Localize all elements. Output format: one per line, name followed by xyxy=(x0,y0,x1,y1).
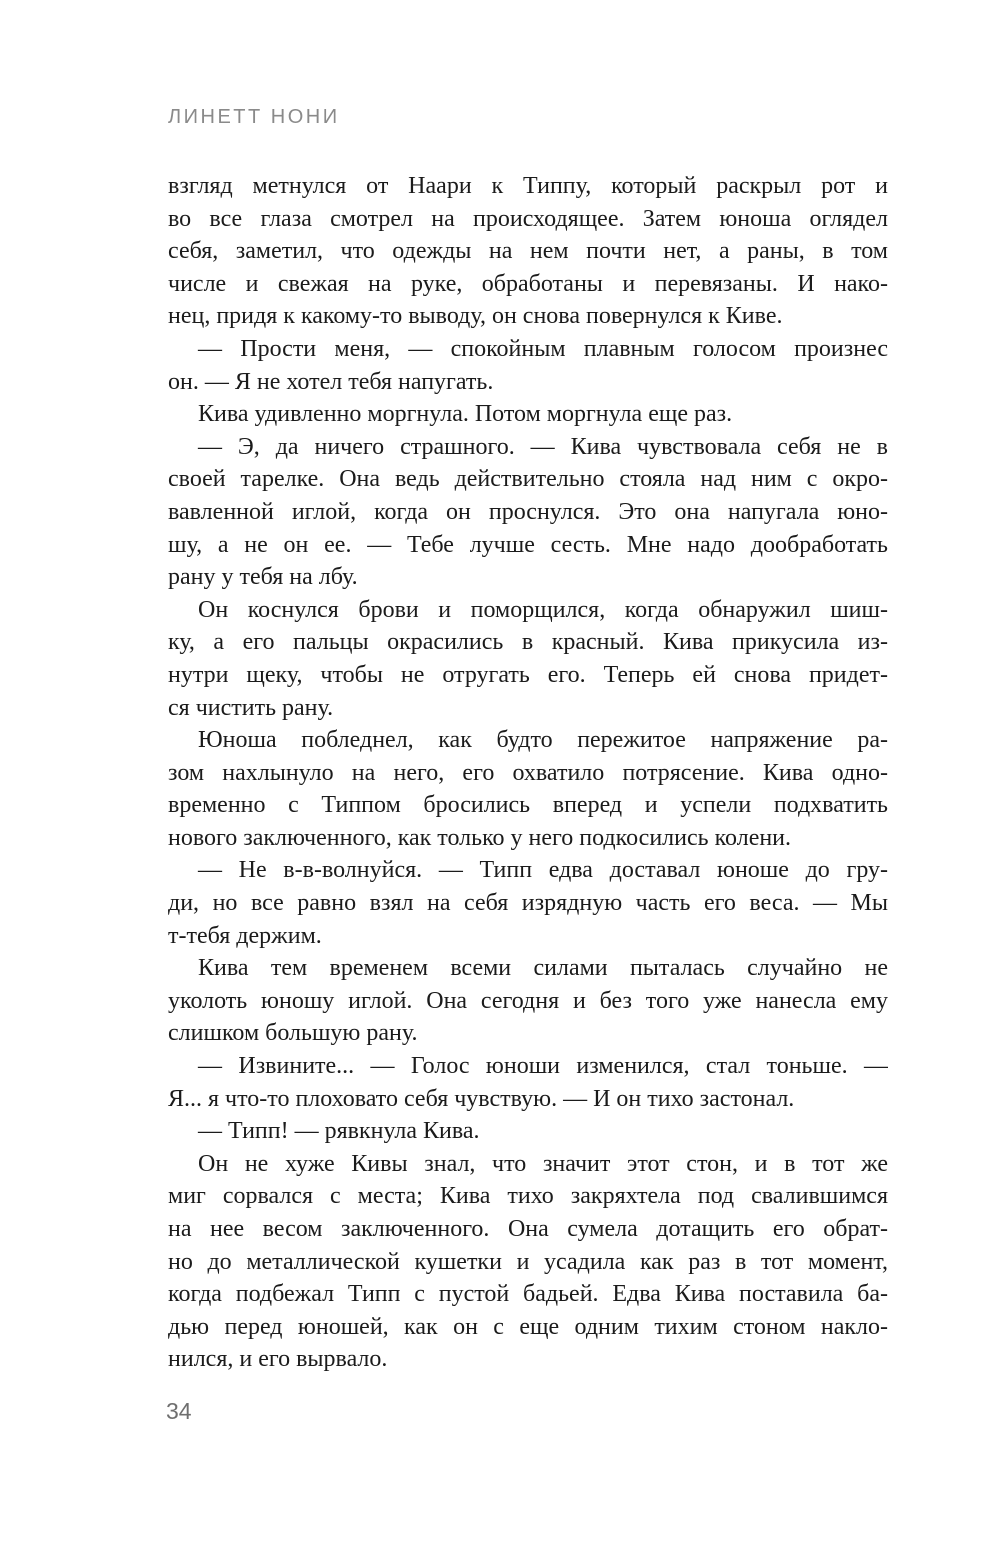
text-line: уколоть юношу иглой. Она сегодня и без того уже нанесла ему xyxy=(168,987,888,1014)
text-line: нового заключенного, как только у него подкосились колени. xyxy=(168,824,792,851)
text-line: взгляд метнулся от Наари к Типпу, который раскрыл рот и xyxy=(168,173,888,199)
text-line: слишком большую рану. xyxy=(168,1020,418,1047)
text-line: ку, а его пальцы окрасились в красный. Кива прикусила из- xyxy=(168,629,888,656)
text-line: Он коснулся брови и поморщился, когда обнаружил шиш- xyxy=(198,596,888,623)
paragraph xyxy=(168,1115,888,1148)
paragraph xyxy=(168,594,888,724)
text-line: дью перед юношей, как он с еще одним тихим стоном накло- xyxy=(168,1313,888,1340)
text-line: — Прости меня, — спокойным плавным голосом произнес xyxy=(198,335,888,362)
text-line: временно с Типпом бросились вперед и успели подхватить xyxy=(168,792,888,819)
running-header-author: ЛИНЕТТ НОНИ xyxy=(168,106,340,128)
paragraph xyxy=(168,724,888,854)
text-line: ся чистить рану. xyxy=(168,694,334,721)
text-line: нец, придя к какому-то выводу, он снова повернулся к Киве. xyxy=(168,303,783,330)
body-text xyxy=(168,170,888,1376)
text-line: Я... я что-то плоховато себя чувствую. — И он тихо застонал. xyxy=(168,1085,795,1112)
text-line: зом нахлынуло на него, его охватило потрясение. Кива одно- xyxy=(168,759,888,786)
paragraph xyxy=(168,398,888,431)
paragraph xyxy=(168,170,888,333)
text-line: ди, но все равно взял на себя изрядную часть его веса. — Мы xyxy=(168,890,888,917)
text-line: он. — Я не хотел тебя напугать. xyxy=(168,368,494,395)
text-line: во все глаза смотрел на происходящее. Затем юноша оглядел xyxy=(168,205,888,232)
page-number: 34 xyxy=(166,1398,192,1424)
text-line: миг сорвался с места; Кива тихо закряхтела под свалившимся xyxy=(168,1183,888,1210)
text-line: рану у тебя на лбу. xyxy=(168,564,358,591)
text-line: т-тебя держим. xyxy=(168,922,322,949)
text-line: числе и свежая на руке, обработаны и перевязаны. И нако- xyxy=(168,270,888,297)
text-line: нился, и его вырвало. xyxy=(168,1346,388,1373)
text-line: — Не в-в-волнуйся. — Типп едва доставал юноше до гру- xyxy=(198,857,888,884)
paragraph xyxy=(168,1148,888,1376)
paragraph xyxy=(168,431,888,594)
text-line: нутри щеку, чтобы не отругать его. Теперь ей снова придет- xyxy=(168,661,888,688)
text-line: но до металлической кушетки и усадила как раз в тот момент, xyxy=(168,1248,888,1275)
paragraph xyxy=(168,854,888,952)
text-line: — Извините... — Голос юноши изменился, стал тоньше. — xyxy=(198,1053,888,1080)
text-line: Он не хуже Кивы знал, что значит этот стон, и в тот же xyxy=(198,1150,888,1177)
paragraph xyxy=(168,952,888,1050)
text-line: Кива тем временем всеми силами пыталась случайно не xyxy=(198,955,888,982)
text-line: своей тарелке. Она ведь действительно стояла над ним с окро- xyxy=(168,466,888,493)
text-line: — Типп! — рявкнула Кива. xyxy=(198,1118,480,1145)
text-line: Юноша побледнел, как будто пережитое напряжение ра- xyxy=(198,727,888,754)
text-line: когда подбежал Типп с пустой бадьей. Едва Кива поставила ба- xyxy=(168,1281,888,1308)
text-line: на нее весом заключенного. Она сумела дотащить его обрат- xyxy=(168,1216,888,1242)
text-line: шу, а не он ее. — Тебе лучше сесть. Мне надо дообработать xyxy=(168,531,888,558)
paragraph xyxy=(168,333,888,398)
text-line: себя, заметил, что одежды на нем почти нет, а раны, в том xyxy=(168,238,888,265)
text-line: Кива удивленно моргнула. Потом моргнула еще раз. xyxy=(198,401,733,428)
text-line: — Э, да ничего страшного. — Кива чувствовала себя не в xyxy=(198,433,888,460)
text-line: вавленной иглой, когда он проснулся. Это она напугала юно- xyxy=(168,498,888,525)
paragraph xyxy=(168,1050,888,1115)
